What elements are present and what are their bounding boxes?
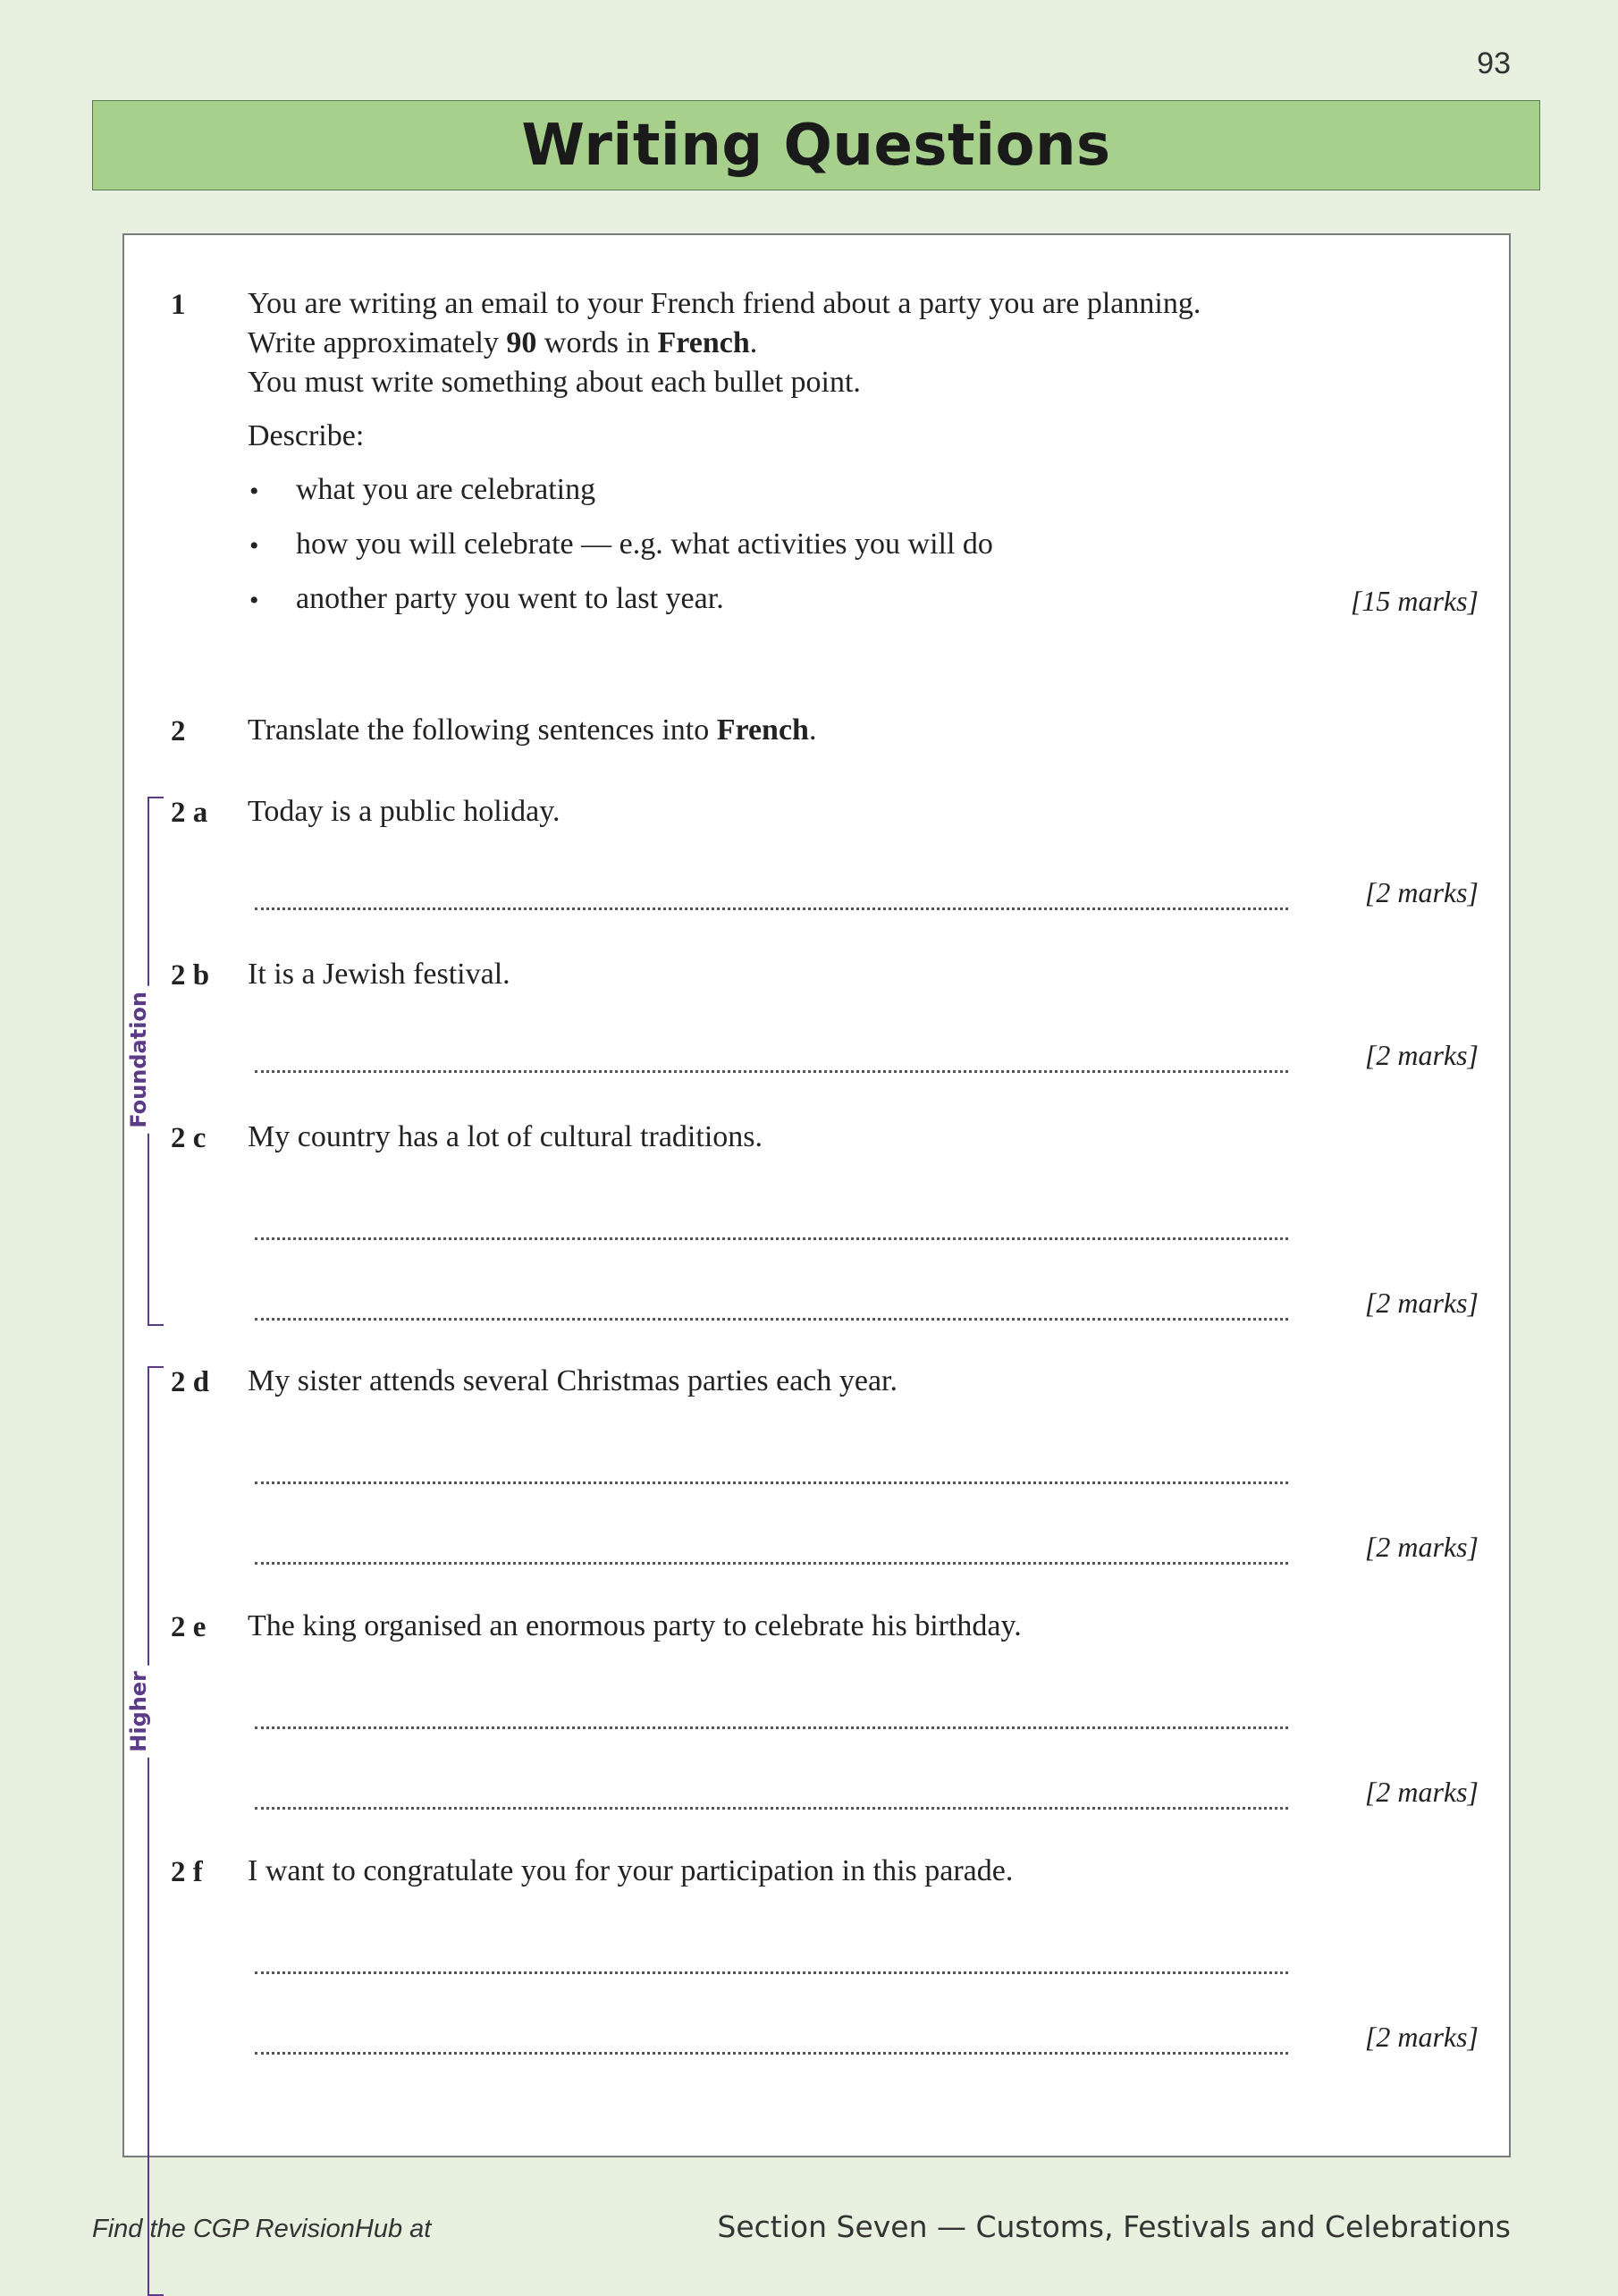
footer-revisionhub-note: Find the CGP RevisionHub at — [92, 2215, 432, 2243]
language-name: French — [657, 326, 750, 359]
bullet-icon: • — [249, 477, 259, 506]
question-1-number: 1 — [171, 289, 186, 321]
part-label: 2 d — [171, 1366, 210, 1398]
part-sentence: My country has a lot of cultural traditions. — [248, 1120, 763, 1153]
word-count: 90 — [506, 326, 537, 359]
part-sentence: My sister attends several Christmas parties each year. — [248, 1364, 897, 1397]
question-2-intro-text: Translate the following sentences into — [248, 713, 717, 747]
part-label: 2 b — [171, 959, 210, 992]
footer-section-title: Section Seven — Customs, Festivals and Celebrations — [717, 2209, 1511, 2244]
marks-label: [2 marks] — [1364, 1531, 1479, 1563]
answer-line[interactable] — [255, 907, 1288, 910]
title-banner — [92, 100, 1540, 190]
question-1-line-2-text: words in — [536, 326, 658, 359]
question-1-line-2-text: . — [749, 326, 758, 359]
question-2-number: 2 — [171, 715, 186, 747]
bullet-item: what you are celebrating — [296, 473, 596, 506]
answer-line[interactable] — [255, 1971, 1288, 1974]
marks-label: [15 marks] — [1350, 585, 1479, 617]
part-label: 2 e — [171, 1611, 206, 1643]
question-1-line-1: You are writing an email to your French friend about a party you are planning. — [248, 287, 1201, 320]
describe-label: Describe: — [248, 419, 365, 452]
higher-label: Higher — [126, 1666, 151, 1758]
marks-label: [2 marks] — [1364, 1776, 1479, 1808]
answer-line[interactable] — [255, 1726, 1288, 1729]
answer-line[interactable] — [255, 1807, 1288, 1810]
bullet-item: how you will celebrate — e.g. what activities you will do — [296, 528, 993, 561]
part-label: 2 c — [171, 1122, 206, 1154]
answer-line[interactable] — [255, 1318, 1288, 1321]
marks-label: [2 marks] — [1364, 876, 1479, 908]
question-1-line-3: You must write something about each bullet point. — [248, 366, 861, 399]
marks-label: [2 marks] — [1364, 2021, 1479, 2053]
questions-box — [122, 233, 1511, 2157]
marks-label: [2 marks] — [1364, 1287, 1479, 1319]
answer-line[interactable] — [255, 2052, 1288, 2055]
higher-bracket — [147, 1366, 164, 2296]
part-sentence: It is a Jewish festival. — [248, 958, 510, 991]
answer-line[interactable] — [255, 1237, 1288, 1240]
question-2-intro — [248, 713, 816, 747]
answer-line[interactable] — [255, 1481, 1288, 1484]
page-number: 93 — [1477, 46, 1511, 80]
marks-label: [2 marks] — [1364, 1039, 1479, 1071]
question-1-line-2-text: Write approximately — [248, 326, 507, 359]
part-label: 2 a — [171, 797, 208, 829]
question-2-intro-text: . — [808, 713, 817, 747]
part-sentence: The king organised an enormous party to celebrate his birthday. — [248, 1609, 1022, 1642]
foundation-label: Foundation — [126, 986, 151, 1134]
part-sentence: Today is a public holiday. — [248, 795, 560, 828]
bullet-item: another party you went to last year. — [296, 582, 724, 615]
answer-line[interactable] — [255, 1070, 1288, 1073]
bullet-icon: • — [249, 531, 259, 561]
answer-line[interactable] — [255, 1562, 1288, 1565]
language-name: French — [716, 713, 809, 747]
part-label: 2 f — [171, 1856, 203, 1888]
question-1-line-2 — [248, 326, 757, 360]
part-sentence: I want to congratulate you for your participation in this parade. — [248, 1854, 1014, 1887]
bullet-icon: • — [249, 586, 259, 615]
page-title: Writing Questions — [521, 112, 1111, 179]
